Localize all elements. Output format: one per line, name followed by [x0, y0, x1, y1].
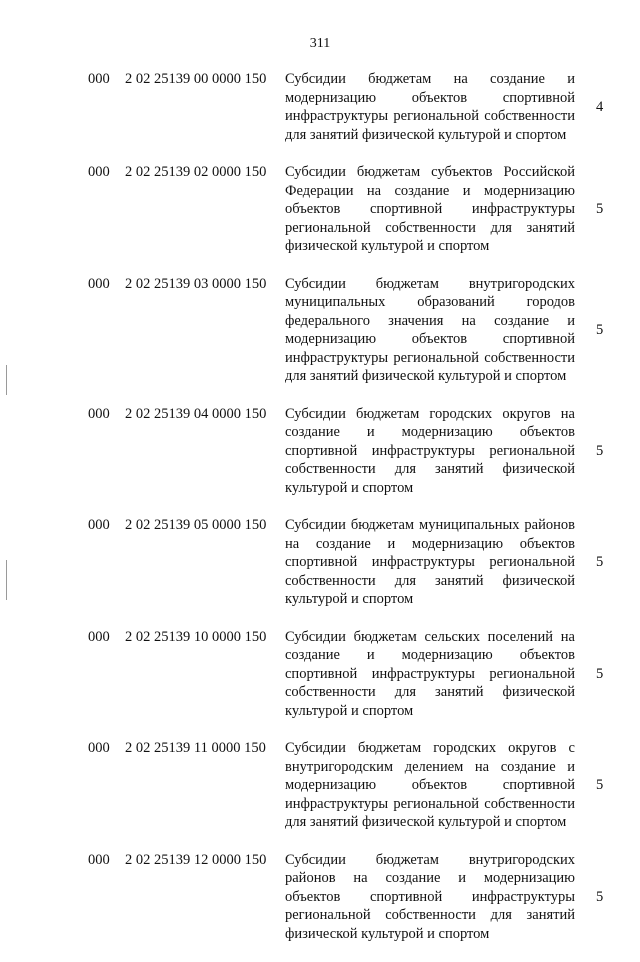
- table-row: [0, 163, 640, 256]
- kbk-code: 2 02 25139 10 0000 150: [125, 628, 267, 645]
- row-amount: 5: [596, 321, 604, 338]
- row-amount: 5: [596, 554, 604, 570]
- kbk-code: 2 02 25139 03 0000 150: [125, 275, 267, 292]
- table-row: [0, 70, 640, 144]
- page-number: 311: [309, 36, 331, 51]
- kbk-code: 2 02 25139 11 0000 150: [125, 740, 266, 756]
- row-description: Субсидии бюджетам на создание и модернизацию объектов спортивной инфраструктуры региональной собственности для занятий физической культурой и спортом: [285, 71, 575, 143]
- admin-code: 000: [88, 628, 110, 645]
- row-amount: 4: [596, 98, 604, 115]
- table-row: [0, 275, 640, 386]
- table-row: [0, 628, 640, 721]
- admin-code: 000: [88, 517, 110, 533]
- admin-code: 000: [88, 851, 110, 868]
- table-row: [0, 516, 640, 609]
- admin-code: 000: [88, 71, 110, 87]
- row-amount: 5: [596, 665, 604, 682]
- admin-code: 000: [88, 164, 110, 180]
- kbk-code: 2 02 25139 00 0000 150: [125, 71, 267, 87]
- row-description: Субсидии бюджетам муниципальных районов на создание и модернизацию объектов спортивной инфраструктуры региональной собственности для занятий физической культурой и спортом: [285, 517, 575, 607]
- row-description: Субсидии бюджетам городских округов на создание и модернизацию объектов спортивной инфраструктуры региональной собственности для занятий физической культурой и спортом: [285, 405, 575, 496]
- kbk-code: 2 02 25139 12 0000 150: [125, 851, 267, 868]
- row-description: Субсидии бюджетам сельских поселений на создание и модернизацию объектов спортивной инфраструктуры региональной собственности для занятий физической культурой и спортом: [285, 628, 575, 719]
- row-description: Субсидии бюджетам городских округов с внутригородским делением на создание и модернизацию объектов спортивной инфраструктуры региональной собственности для занятий физической культурой и спортом: [285, 740, 575, 830]
- admin-code: 000: [88, 740, 110, 756]
- table-row: [0, 405, 640, 498]
- table-row: [0, 851, 640, 944]
- table-row: [0, 739, 640, 832]
- row-description: Субсидии бюджетам внутригородских муниципальных образований городов федерального значения на создание и модернизацию объектов спортивной инфраструктуры региональной собственности для занятий физической культурой и спортом: [285, 275, 575, 384]
- row-amount: 5: [596, 201, 604, 217]
- kbk-code: 2 02 25139 02 0000 150: [125, 164, 267, 180]
- kbk-code: 2 02 25139 05 0000 150: [125, 517, 267, 533]
- row-description: Субсидии бюджетам внутригородских районов на создание и модернизацию объектов спортивной инфраструктуры региональной собственности для занятий физической культурой и спортом: [285, 851, 575, 942]
- row-amount: 5: [596, 888, 604, 905]
- row-amount: 5: [596, 777, 604, 793]
- row-amount: 5: [596, 442, 604, 459]
- row-description: Субсидии бюджетам субъектов Российской Федерации на создание и модернизацию объектов спортивной инфраструктуры региональной собственности для занятий физической культурой и спортом: [285, 164, 575, 254]
- admin-code: 000: [88, 275, 110, 292]
- kbk-code: 2 02 25139 04 0000 150: [125, 405, 267, 422]
- budget-table: [0, 70, 640, 962]
- admin-code: 000: [88, 405, 110, 422]
